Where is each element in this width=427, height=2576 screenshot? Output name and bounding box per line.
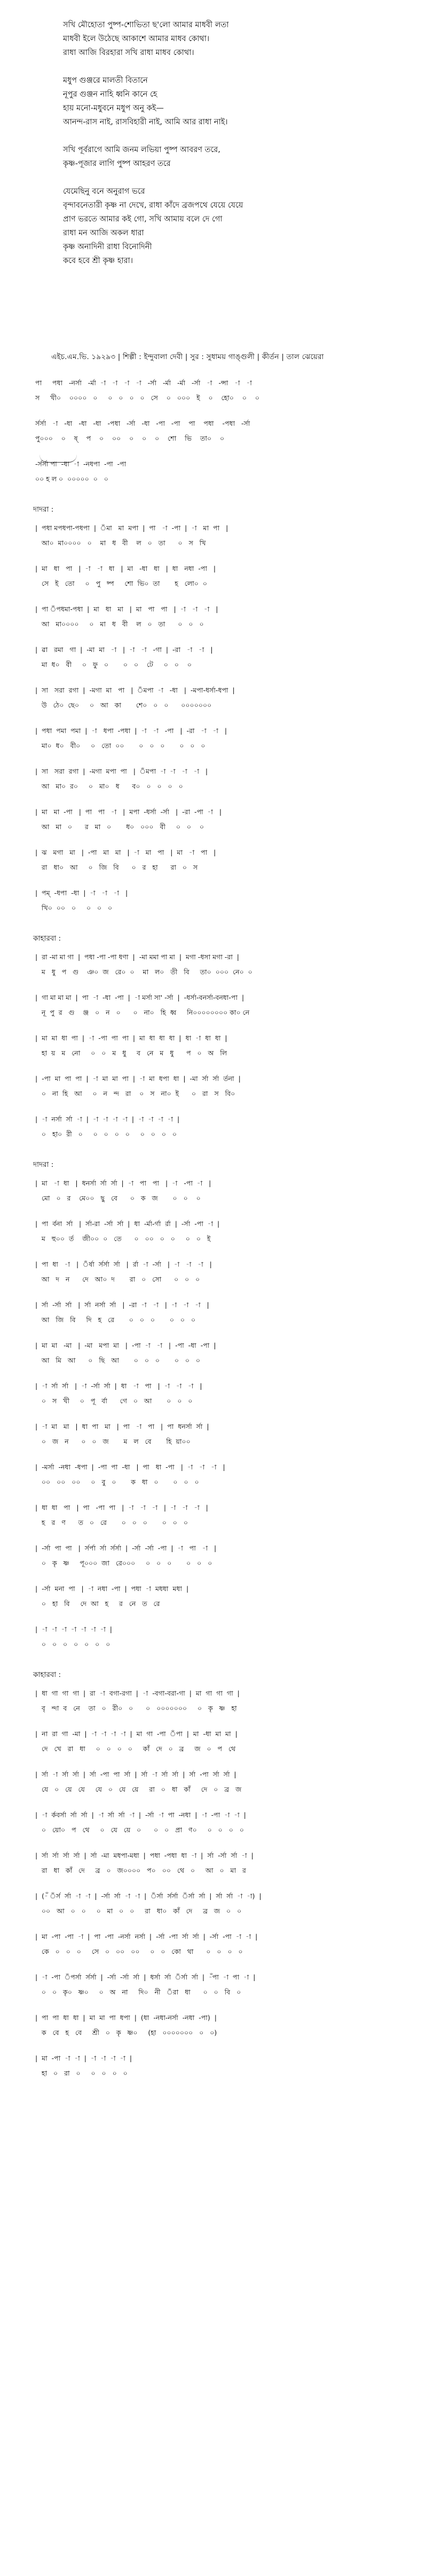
syllable-line: আ জি বি দি হ রে ০ ০ ০ ০ ০ ০ xyxy=(35,1316,196,1324)
swara-line: | মা ধা পা | -া -া ধা | মা -ধা ধা | ধা নধা -পা | xyxy=(35,565,216,573)
notation-row xyxy=(33,1765,417,1806)
swaralipi-notation xyxy=(33,373,417,2089)
notation-row xyxy=(33,948,417,988)
swara-line: | -া র্সা র্সা | -া -র্সা র্সা | ধা -া পা | -া -া -া | xyxy=(35,1382,202,1390)
notation-row xyxy=(33,1029,417,1069)
tala-label: কাহারবা : xyxy=(33,1671,61,1679)
swara-line: পা পধা -নর্সা -র্মা -া -া -া -া -র্সা -র্মা -র্মা -র্সা -া -ন্সা -া -া xyxy=(35,379,252,387)
notation-row xyxy=(33,1724,417,1765)
lyric-line: রাধা মন আজি অকল ধারা xyxy=(63,229,144,237)
syllable-line: ০ কৃ ষ্ণ পূ০০০ জা রে০০০ ০ ০ ০ ০ ০ ০ xyxy=(35,1559,212,1567)
lyric-line: আনন্দ-রাস নাই, রাসবিহারী নাই, আমি আর রাধা নাই। xyxy=(63,118,228,126)
notation-row xyxy=(33,640,417,681)
notation-row xyxy=(33,1417,417,1458)
section-heading xyxy=(33,495,417,519)
notation-row xyxy=(33,1539,417,1579)
syllable-line: মা ধ০ বী ০ ফু ০ ০ ০ টে ০ ০ ০ xyxy=(35,661,192,669)
notation-row xyxy=(33,2049,417,2089)
swara-line: -র্সর্সা পা -ধা -া -নধপা -পা -পা xyxy=(35,460,126,468)
notation-row xyxy=(33,2008,417,2049)
swara-line: | না রা গা -মা | -া -া -া -া | মা গা -পা ঁপা | মা -ধা মা মা | xyxy=(35,1730,238,1738)
swara-line: | ৱা রমা গা | -মা মা -া | -া -া -গা | -রা -া -া | xyxy=(35,646,213,654)
syllable-line: আ মা ০ র মা ০ ধ০ ০০০ বী ০ ০ ০ xyxy=(35,823,204,831)
notation-row xyxy=(33,1620,417,1660)
syllable-line: ০ ০ ০ ০ ০ ০ ০ xyxy=(35,1640,110,1648)
syllable-line: মো ০ র মে০০ ছু বে ০ ক জ ০ ০ ০ xyxy=(35,1194,201,1202)
section-heading xyxy=(33,924,417,948)
swara-line: | -া মা মা | ধা পা মা | পা -া পা | পা ধনর্সা র্সা | xyxy=(35,1422,209,1430)
swara-line: | রা -মা মা গা | পধা -পা -পা ধণা | -মা মমা পা মা | মগা -ধসা মগা -রা | xyxy=(35,953,240,961)
lyric-line: কৃষ্ণ অনাদিনী রাধা বিনোদিনী xyxy=(63,243,152,251)
section-heading xyxy=(33,1660,417,1684)
notation-row xyxy=(33,762,417,802)
section-heading xyxy=(33,1150,417,1174)
syllable-line: আ মি আ ০ ছি আ ০ ০ ০ ০ ০ ০ xyxy=(35,1356,201,1364)
syllable-line: হ র ণ ত ০ রে ০ ০ ০ ০ ০ ০ xyxy=(35,1518,188,1526)
syllable-line: আ০ মা০০০০ ০ মা ধ বী ল ০ তা ০ স খি xyxy=(35,539,206,547)
notation-row xyxy=(33,721,417,762)
syllable-line: যে ০ য়ে যে যে ০ যে য়ে রা ০ ধা কাঁ দে ০ ব্র জ xyxy=(35,1785,242,1793)
swara-line: | পা ধা -া | ঁর্ষা র্সর্সা র্সা | র্রা -া -র্সা | -া -া -া | xyxy=(35,1260,212,1268)
swara-line: | গা মা মা মা | পা -া -ধা -পা | -া মর্সা সা' -র্সা | -ধর্সা-বনর্সা-বনধা-পা | xyxy=(35,993,244,1001)
swara-line: | মা -পা -া -া | -া -া -া -া | xyxy=(35,2054,132,2062)
notation-row xyxy=(33,1927,417,1968)
lyric-line: কৃষ্ণ-পূজার লাগি পুষ্প আহরণ তরে xyxy=(63,160,171,168)
syllable-line: হা ০ রা ০ ০ ০ ০ ০ xyxy=(35,2069,128,2077)
notation-row xyxy=(33,1684,417,1724)
lyric-stanza xyxy=(63,143,410,171)
syllable-line: বৃ ন্দা ব নে তা ০ রী০ ০ ০ ০০০০০০০ ০ কৃ ষ্ণ হা xyxy=(35,1704,237,1712)
syllable-line: পু০০০ ০ ষ্ প ০ ০০ ০ ০ ০ শো ভি তা০ ০ xyxy=(35,434,225,442)
notation-row xyxy=(33,1887,417,1927)
syllable-line: ০ ০ কৃ০ ষ্ণ০ ০ অ না দি০ নী ঁরা ধা ০ ০ বি ০ xyxy=(35,1988,241,1996)
notation-row xyxy=(33,1255,417,1295)
notation-row xyxy=(33,559,417,600)
swara-line: | পা ঁপধমা-পধা | মা ধা মা | মা পা পা | -া -া -া | xyxy=(35,605,218,613)
syllable-line: ০ না হি আ ০ ন ন্দ রা ০ স না০ ই ০ রা স বি০ xyxy=(35,1090,235,1098)
notation-row xyxy=(33,1806,417,1846)
swara-line: | ঝ মগা মা | -পা মা মা | -া মা পা | মা -া পা | xyxy=(35,848,216,856)
syllable-line: ০ জ ন ০ ০ জ ম ল বে হি য়া০০ xyxy=(35,1437,195,1445)
lyric-line: হায় মনো-মধুবনে মধুপ অনু কই— xyxy=(63,104,164,113)
lyric-line: কবে হবে শ্রী কৃষ্ণ হারা। xyxy=(63,257,133,265)
tala-label: দাদরা : xyxy=(33,505,54,514)
notation-row xyxy=(33,519,417,559)
notation-row xyxy=(33,843,417,884)
notation-row xyxy=(33,1458,417,1498)
syllable-line: দে খে রা ধা ০ ০ ০ ০ কাঁ দে ০ ব্র জ ০ প থে xyxy=(35,1745,236,1753)
notation-row xyxy=(33,1336,417,1377)
syllable-line: ০ হা বি দে আ হ র নে ত রে xyxy=(35,1600,160,1608)
notation-row xyxy=(33,1295,417,1336)
recording-credit: এইচ.এম.ভি. ১৯২৯৩ | শিল্পী : ইন্দুবালা দেবী | সুর : সুধাময় গাঙ্গুলী | কীর্তন | তাল ঝেয়েরা xyxy=(51,353,324,361)
tala-label: দাদরা : xyxy=(33,1160,54,1169)
swara-line: | -মর্সা -নধা -ধপা | -পা পা -ধা | পা ধা -পা | -া -া -া | xyxy=(35,1463,225,1471)
syllable-line: ম ধু প গু ঞ০ জ রে০ ০ মা ল০ তী বি তা০ ০০০ নে০ ০ xyxy=(35,968,252,976)
syllable-line: ০০ ০০ ০০ ০ বু ০ ক ধা ০ ০ ০ ০ xyxy=(35,1478,199,1486)
notation-row xyxy=(33,414,417,455)
syllable-line: ০ স খী ০ পূ র্বা গে ০ আ ০ ০ ০ xyxy=(35,1397,193,1405)
syllable-line: হা য় ম নো ০ ০ ম ধু ব নে ম ধু প ০ অ লি xyxy=(35,1049,227,1057)
syllable-line: খি০ ০০ ০ ০ ০ ০ xyxy=(35,904,113,912)
syllable-line: উ ঠে০ ছে০ ০ আ কা শে০ ০ ০ ০০০০০০০ xyxy=(35,701,212,709)
lyric-line: রাধা আজি বিরহারা সখি রাধা মাধব কোথা। xyxy=(63,49,194,57)
swara-line: | মা -া ধা | ধনর্সা র্সা র্সা | -া পা পা | -া -পা -া | xyxy=(35,1179,211,1187)
swara-line: | -র্সা মনা পা | -া নধা -পা | পধা -া মধধা মধা | xyxy=(35,1585,189,1593)
lyric-line: মাধবী ইলে উঠেছে আকাশে আমার মাধব কোথা। xyxy=(63,35,210,43)
swara-line: | র্সা -া র্সা র্সা | র্সা -পা পা র্সা | র্সা -া র্সা র্সা | র্সা -পা র্সা র্সা | xyxy=(35,1770,236,1778)
swara-line: | র্সা র্সা র্সা র্সা | র্সা -মা মধপা-মধা | পধা -পধা ধা -া | র্সা -র্সা র্সা -া | xyxy=(35,1851,254,1859)
syllable-line: মা০ ধ০ বী০ ০ তো ০০ ০ ০ ০ ০ ০ ০ xyxy=(35,742,205,750)
swara-line: | -া -পা ঁপর্সা র্সর্সা | -র্সা -র্সা র্সা | ধর্সা র্সা ঁর্সা র্সা | -ঁপা -া পা -া | xyxy=(35,1973,256,1981)
notation-row xyxy=(33,1846,417,1887)
lyric-stanza xyxy=(63,185,410,268)
syllable-line: ০ য়ো০ প থে ০ যে য়ে ০ ০ ০ প্রা ণ০ ০ ০ ০ ০ xyxy=(35,1826,244,1834)
notation-row xyxy=(33,1579,417,1620)
lyric-line: সখি পূর্বরাগে আমি জনম লভিয়া পুষ্প আবরণ তরে, xyxy=(63,146,220,154)
lyric-line: যেমেছিনু বনে অনুরাগ ভরে xyxy=(63,187,145,196)
syllable-line: স খী০ ০০০০ ০ ০ ০ ০ ০ সে ০ ০০০ ই ০ হো০ ০ ০ xyxy=(35,394,259,402)
swara-line: | সা সরা রগা | -মগা মপা পা | ঁমপা -া -া -া -া | xyxy=(35,767,208,775)
swara-line: | সা সরা রগা | -মগা মা পা | ঁমপা -া -ধা | -মপা-ধর্সা-ধপা | xyxy=(35,686,235,694)
swara-line: র্সর্সা -া -ধা -ধা -ধা -পধা -র্সা -ধা -পা -পা পা পধা -পধা -র্সা xyxy=(35,419,250,427)
swara-line: | পা পা ধা ধা | মা মা পা ধপা | (ধা -নধা-নর্সা -নধা -পা) | xyxy=(35,2014,217,2022)
lyric-line: প্রাণ ভরতে আমার কই গো, সখি আমায় বলে দে গো xyxy=(63,215,223,224)
lyric-stanza xyxy=(63,74,410,129)
swara-line: | -া -া -া -া -া -া -া | xyxy=(35,1625,113,1633)
notation-row xyxy=(33,1110,417,1150)
swara-line: | -া নর্সা র্সা -া | -া -া -া -া | -া -া -া -া | xyxy=(35,1115,180,1123)
syllable-line: রা ধা কাঁ দে ব্র ০ জ০০০০ প০ ০০ থে ০ আ ০ মা র xyxy=(35,1866,246,1874)
syllable-line: ক বে হ বে শ্রী ০ কৃ ষ্ণ০ (হা ০০০০০০০ ০ ০) xyxy=(35,2029,217,2037)
swara-line: | -র্সা পা পা | র্সর্পা র্সা র্সর্সা | -র্সা -র্সা -পা | -া পা -া | xyxy=(35,1544,217,1552)
swara-line: | পধা মপধপা-পধপা | ঁমা মা মপা | পা -া -পা | -া মা পা | xyxy=(35,524,228,532)
syllable-line: ০ হা০ রী ০ ০ ০ ০ ০ ০ ০ ০ ০ xyxy=(35,1130,177,1138)
notation-row xyxy=(33,988,417,1029)
lyric-line: মধুপ গুঞ্জরে মালতী বিতানে xyxy=(63,76,148,85)
syllable-line: ০০ হ ল ০ ০০০০০ ০ ০ xyxy=(35,475,108,483)
syllable-line: সে ই তো ০ পু ষ্প শো ভি০ তা হ লো০ ০ xyxy=(35,579,207,587)
lyric-line: বৃন্দাবনেতারী কৃষ্ণ না দেখে, রাধা কাঁদে ব্রজপথে যেয়ে যেয়ে xyxy=(63,201,243,210)
syllable-line: নূ পু র গু ঞ্জ ০ ন ০ ০ না০ হি ধ্ব নি০০০০০০০০ কা০ নে xyxy=(35,1008,250,1016)
syllable-line: আ মা০০০০ ০ মা ধ বী ল ০ তা ০ ০ ০ xyxy=(35,620,204,628)
swara-line: | পা র্বনা র্সা | র্সা-রা -র্সা র্সা | ধা -র্মা-র্গা র্রা | -র্সা -পা -া | xyxy=(35,1220,220,1228)
notation-row xyxy=(33,802,417,843)
lyric-line: নূপুর গুঞ্জন নাহি ধ্বনি কানে হে xyxy=(63,90,157,99)
notation-row xyxy=(33,1498,417,1539)
notation-row xyxy=(33,1377,417,1417)
syllable-line: রা ধা০ আ ০ জি বি ০ র হা রা ০ স xyxy=(35,863,198,871)
swara-line: | র্সা -র্সা র্সা | র্সা নর্সা র্সা | -রা -া -া | -া -া -া | xyxy=(35,1301,209,1309)
notation-row xyxy=(33,1069,417,1110)
notation-row xyxy=(33,681,417,721)
lyric-line: সখি মৌহোতা পুষ্প-শোভিতা ছ'লো আমার মাধবী লতা xyxy=(63,21,229,29)
swara-line: | মা মা -পা | পা পা -া | মপা -ধর্সা -র্সা | -রা -পা -া | xyxy=(35,808,222,816)
swara-line: | -পা মা পা পা | -া মা মা পা | -া মা ধপা ধা | -মা র্সা র্সা র্তনা | xyxy=(35,1075,241,1083)
syllable-line: ম হু০০ র্ত জী০০ ০ তে ০ ০০ ০ ০ ০ ০ ই xyxy=(35,1235,211,1243)
swara-line: | মা -পা -পা -া | পা -পা -নর্সা নর্সা | -র্সা -পা র্সা র্সা | -র্সা -পা -া -া | xyxy=(35,1933,258,1941)
syllable-line: আ দ ন দে আ০ দ রা ০ সো ০ ০ ০ xyxy=(35,1275,200,1283)
swara-line: | মা মা ধা পা | -া -পা পা পা | মা ধা ধা ধা | ধা -া ধা ধা | xyxy=(35,1034,227,1042)
swara-line: | মা মা -মা | -মা মপা মা | -পা -া -া | -পা -ধা -পা | xyxy=(35,1341,216,1349)
swara-line: | পধা পমা পমা | -া ধপা -পধা | -া -া -পা | -রা -া -া | xyxy=(35,727,227,735)
swara-line: | ধা ধা পা | পা -পা পা | -া -া -া | -া -া -া | xyxy=(35,1504,208,1512)
swara-line: | ধা গা গা গা | রা -া বগা-রগা | -া -বগা-বরা-গা | মা গা গা গা | xyxy=(35,1689,240,1697)
notation-row xyxy=(33,1214,417,1255)
tala-label: কাহারবা : xyxy=(33,934,61,943)
syllable-line: ০০ আ ০ ০ ০ মা ০ ০ রা ধা০ কাঁ দে ব্র জ ০ ০ xyxy=(35,1907,242,1915)
notation-row xyxy=(33,373,417,414)
lyric-stanza xyxy=(63,18,410,60)
swara-line: | (-ঁ ঁর্স র্সা -া -া | -র্সা র্সা -া -া | ঁর্সা র্সর্সা ঁর্সা র্সা | র্সা র্সা -া -া) | xyxy=(35,1892,262,1900)
notation-row xyxy=(33,884,417,924)
syllable-line: আ মা০ র০ ০ মা০ ধ ব০ ০ ০ ০ ০ xyxy=(35,782,183,790)
notation-row xyxy=(33,455,417,495)
notation-row xyxy=(33,600,417,640)
swara-line: | পম্ -ধপা -ধা | -া -া -া | xyxy=(35,889,128,897)
song-lyrics xyxy=(63,18,410,282)
swara-line: | -া র্কবর্সা র্সা র্সা | -া র্সা র্সা -া | -র্সা -া পা -নধা | -া -পা -া -া | xyxy=(35,1811,246,1819)
syllable-line: কে ০ ০ ০ সে ০ ০০ ০০ ০ ০ কো থা ০ ০ ০ ০ xyxy=(35,1947,243,1955)
notation-row xyxy=(33,1968,417,2008)
notation-row xyxy=(33,1174,417,1214)
